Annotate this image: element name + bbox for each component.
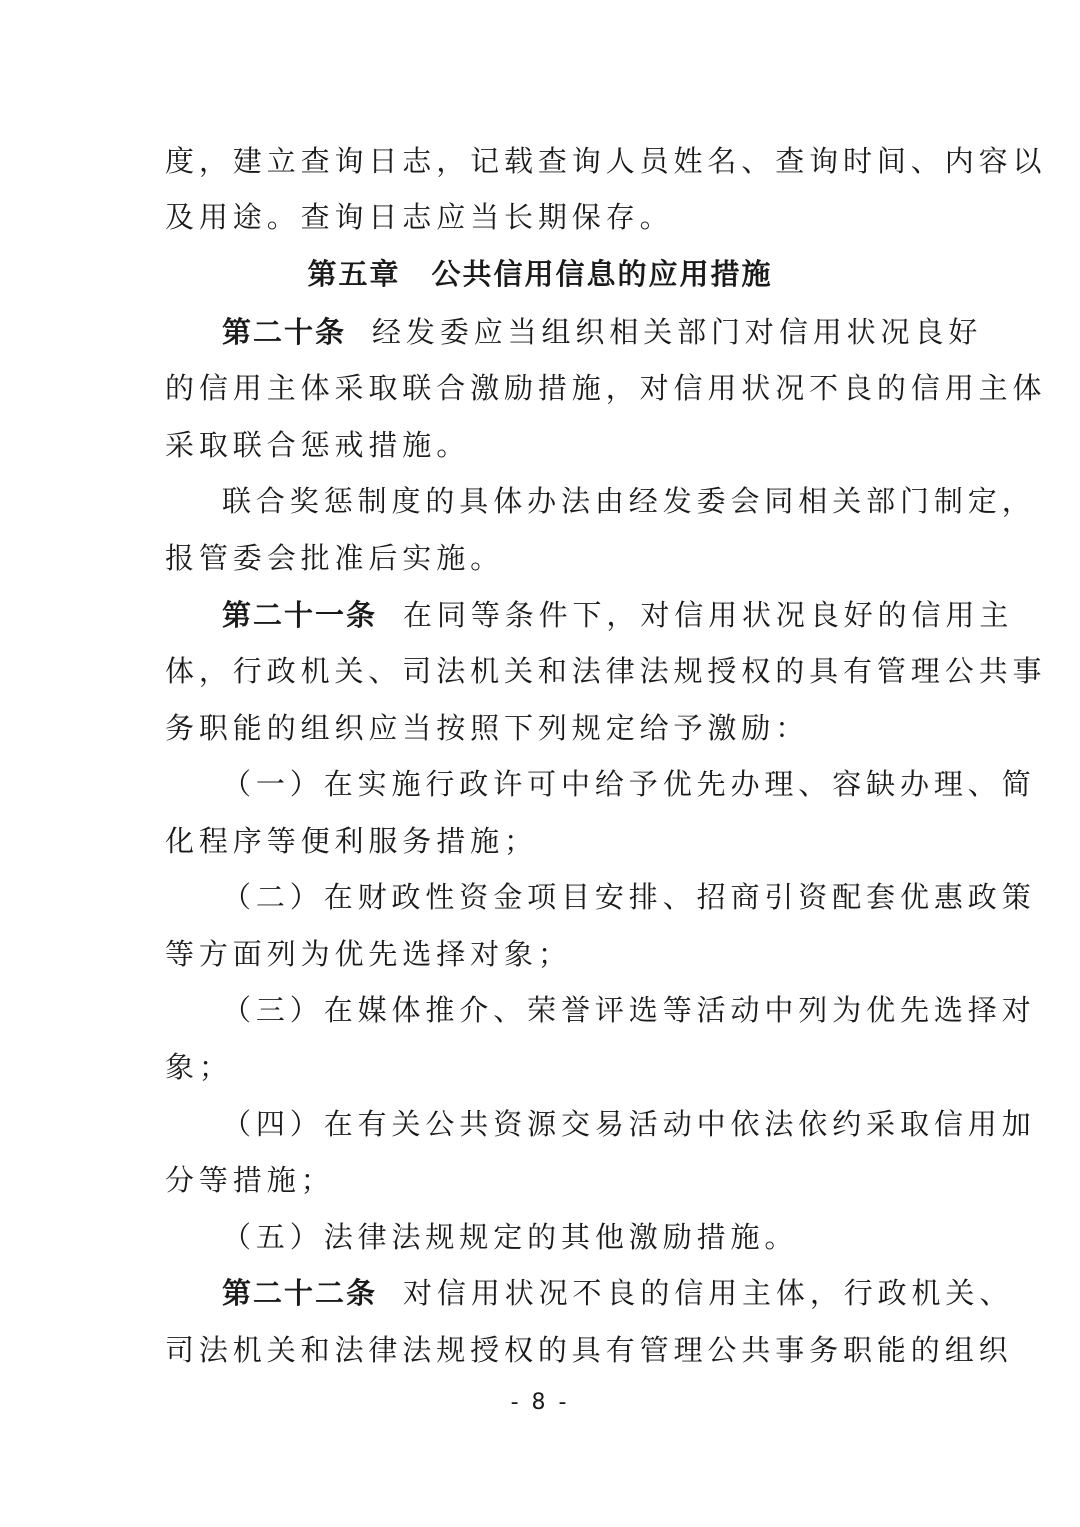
- article-22-first-line: [222, 1273, 1014, 1313]
- text-line: 的信用主体采取联合激励措施，对信用状况不良的信用主体: [165, 371, 1047, 405]
- text-line: 体，行政机关、司法机关和法律法规授权的具有管理公共事: [165, 654, 1047, 688]
- article-20-text: 经发委应当组织相关部门对信用状况良好: [372, 315, 983, 349]
- list-item-1: （一）在实施行政许可中给予优先办理、容缺办理、简: [222, 767, 1036, 801]
- text-line: 象；: [165, 1050, 233, 1084]
- article-22-label: 第二十二条: [222, 1276, 378, 1310]
- article-21-first-line: [222, 595, 1014, 635]
- text-line: 及用途。查询日志应当长期保存。: [165, 200, 674, 234]
- list-item-4: （四）在有关公共资源交易活动中依法依约采取信用加: [222, 1107, 1036, 1141]
- article-20-first-line: [222, 312, 983, 352]
- text-line: 务职能的组织应当按照下列规定给予激励：: [165, 711, 810, 745]
- text-line: 度，建立查询日志，记载查询人员姓名、查询时间、内容以: [165, 144, 1047, 178]
- text-line: 司法机关和法律法规授权的具有管理公共事务职能的组织: [165, 1333, 1013, 1367]
- text-line: 采取联合惩戒措施。: [165, 428, 471, 462]
- chapter-heading: 第五章 公共信用信息的应用措施: [307, 257, 773, 291]
- page-number: - 8 -: [510, 1390, 570, 1415]
- article-21-text: 在同等条件下，对信用状况良好的信用主: [403, 598, 1014, 632]
- text-line: 报管委会批准后实施。: [165, 541, 505, 575]
- text-line: 等方面列为优先选择对象；: [165, 937, 572, 971]
- list-item-2: （二）在财政性资金项目安排、招商引资配套优惠政策: [222, 880, 1036, 914]
- article-21-label: 第二十一条: [222, 598, 378, 632]
- text-line: 化程序等便利服务措施；: [165, 824, 538, 858]
- text-line: 分等措施；: [165, 1163, 335, 1197]
- article-22-text: 对信用状况不良的信用主体，行政机关、: [403, 1276, 1014, 1310]
- list-item-3: （三）在媒体推介、荣誉评选等活动中列为优先选择对: [222, 993, 1036, 1027]
- article-20-label: 第二十条: [222, 315, 347, 349]
- text-line: 联合奖惩制度的具体办法由经发委会同相关部门制定，: [222, 484, 1036, 518]
- list-item-5: （五）法律法规规定的其他激励措施。: [222, 1220, 799, 1254]
